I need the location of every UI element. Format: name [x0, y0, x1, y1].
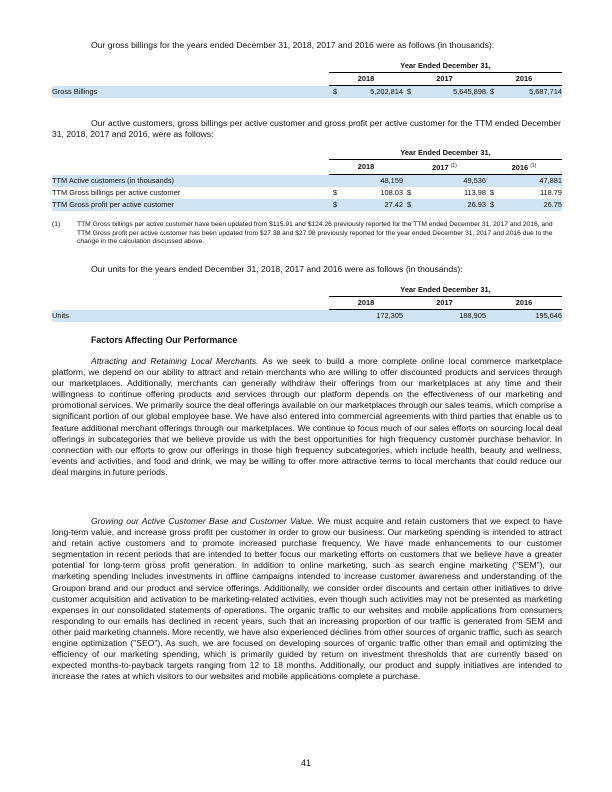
- dollar-sign: $: [486, 86, 496, 99]
- section-heading: Factors Affecting Our Performance: [91, 335, 238, 345]
- table-row: [52, 199, 562, 211]
- cell-value: 113.98: [463, 188, 486, 197]
- table2-year-2018: 2018: [329, 160, 403, 175]
- footnote-text: TTM Gross billings per active customer have been updated from $115.91 and $124.26 previously reported for the TTM ended December 31, 2017 and 2016, and TTM Gross profit per active customer has been updated from $27.38 and $27.98 previously reported for the year ended December 31, 2017 and 2016 due to the change in the calculation discussed above.: [77, 221, 553, 246]
- paragraph-lead: Growing our Active Customer Base and Customer Value.: [91, 516, 315, 526]
- table-row: [52, 310, 562, 323]
- table3-year-2018: 2018: [329, 297, 403, 310]
- cell-value: 195,646: [496, 310, 562, 323]
- cell-value: 5,202,814: [339, 86, 403, 99]
- cell-value: 108.03: [380, 188, 403, 197]
- dollar-sign: $: [403, 199, 413, 211]
- table1-period-header: Year Ended December 31,: [329, 60, 562, 73]
- cell-value: 27.42: [339, 199, 403, 211]
- row-label: TTM Gross billings per active customer: [52, 188, 181, 197]
- table2-year-2016: 2016 $^{(1)}$: [486, 160, 562, 175]
- active-customers-table: [52, 147, 562, 211]
- dollar-sign: $: [333, 188, 338, 197]
- cell-value: 26.93: [413, 199, 486, 211]
- paragraph-body: We must acquire and retain customers that we expect to have long-term value, and increase gross profit per customer in order to grow our business. Our marketing spending is intended to attract and retain active customers and to promote increased purchase frequency. We have made enhancements to our customer segmentation in recent periods that are intended to better focus our marketing efforts on customers that we believe have a greater potential for long-term gross profit generation. In addition to online marketing, such as search engine marketing ("SEM"), our marketing spending includes investments in offline campaigns intended to increase customer awareness and understanding of the Groupon brand and our product and service offerings. Additionally, we consider order discounts and certain other initiatives to drive customer acquisition and activation to be marketing-related activities, even though such activities may not be presented as marketing expenses in our consolidated statements of operations. The organic traffic to our websites and mobile applications from consumers responding to our emails has declined in recent years, such that an increasing proportion of our traffic is generated from SEM and other paid marketing channels. More recently, we have also experienced declines from other sources of organic traffic, such as search engine optimization ("SEO"). As such, we are focused on developing sources of organic traffic other than email and optimizing the efficiency of our marketing spending, which is primarily guided by return on investment thresholds that are currently based on expected months-to-payback targets ranging from 12 to 18 months. Additionally, our product and supply initiatives are intended to increase the rates at which visitors to our websites and mobile applications complete a purchase.: [52, 516, 562, 682]
- cell-value: 118.79: [539, 188, 562, 197]
- footnote-ref: (1): [530, 163, 537, 169]
- cell-value: 47,881: [496, 175, 562, 188]
- footnote-ref: (1): [450, 163, 457, 169]
- row-label: Units: [52, 310, 329, 323]
- cell-value: 188,905: [413, 310, 486, 323]
- table-row: [52, 175, 562, 188]
- table2-period-header: Year Ended December 31,: [329, 147, 562, 160]
- cell-value: 48,159: [339, 175, 403, 188]
- table1-year-2018: 2018: [329, 73, 403, 86]
- footnote: [52, 221, 562, 247]
- cell-value: 5,687,714: [496, 86, 562, 99]
- active-customers-intro: Our active customers, gross billings per active customer and gross profit per active customer for the TTM ended December 31, 2018, 2017 and 2016, were as follows:: [52, 118, 561, 139]
- table-row: [52, 86, 562, 99]
- cell-value: 5,645,898: [413, 86, 486, 99]
- table-row: [52, 187, 562, 199]
- table3-period-header: Year Ended December 31,: [329, 284, 562, 297]
- gross-billings-table: [52, 60, 562, 98]
- cell-value: 172,305: [339, 310, 403, 323]
- dollar-sign: $: [403, 86, 413, 99]
- dollar-sign: $: [490, 188, 495, 197]
- table3-year-2017: 2017: [403, 297, 486, 310]
- row-label: TTM Active customers (in thousands): [52, 175, 329, 188]
- dollar-sign: $: [329, 86, 339, 99]
- row-label: Gross Billings: [52, 86, 329, 99]
- table1-year-2016: 2016: [486, 73, 562, 86]
- cell-value: 26.75: [496, 199, 562, 211]
- dollar-sign: $: [486, 199, 496, 211]
- table2-year-2017: 2017 $^{(1)}$: [403, 160, 486, 175]
- paragraph-body: As we seek to build a more complete online local commerce marketplace platform, we depend on our ability to attract and retain merchants who are willing to offer discounted products and services through our marketplaces. Additionally, merchants can generally withdraw their offerings from our marketplaces at any time and their willingness to continue offering products and services through our platform depends on the effectiveness of our marketing and promotional services. We primarily source the deal offerings available on our marketplaces through our sales teams, which comprise a significant portion of our global employee base. We have also entered into commercial agreements with third parties that enable us to feature additional merchant offerings through our marketplaces. We continue to focus much of our sales efforts on sourcing local deal offerings in subcategories that we believe provide us with the best opportunities for high frequency customer purchase behavior. In connection with our efforts to grow our offerings in those high frequency subcategories, which include health, beauty and wellness, events and activities, and food and drink, we may be willing to offer more attractive terms to local merchants that could reduce our deal margins in future periods.: [52, 356, 562, 477]
- dollar-sign: $: [407, 188, 412, 197]
- row-label: TTM Gross profit per active customer: [52, 199, 329, 211]
- gross-billings-intro: Our gross billings for the years ended December 31, 2018, 2017 and 2016 were as follows (in thousands):: [91, 40, 495, 50]
- table1-year-2017: 2017: [403, 73, 486, 86]
- merchants-paragraph: [52, 356, 562, 478]
- page-number: 41: [300, 758, 311, 768]
- customers-paragraph: [52, 516, 562, 682]
- paragraph-lead: Attracting and Retaining Local Merchants.: [91, 356, 259, 366]
- units-table: [52, 284, 562, 322]
- dollar-sign: $: [329, 199, 339, 211]
- cell-value: 49,536: [413, 175, 486, 188]
- table3-year-2016: 2016: [486, 297, 562, 310]
- footnote-mark: (1): [52, 221, 61, 228]
- units-intro: Our units for the years ended December 31, 2018, 2017 and 2016 were as follows (in thousands):: [91, 264, 463, 274]
